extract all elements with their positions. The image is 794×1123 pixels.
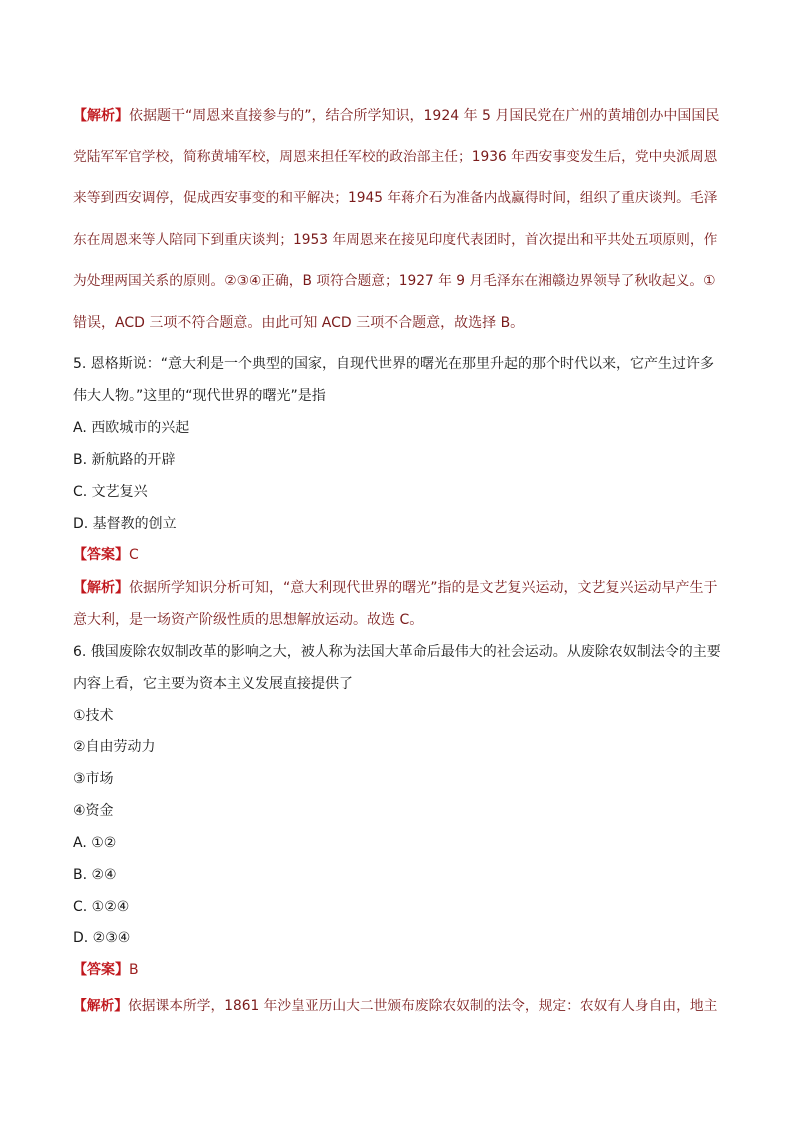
q4-analysis-line: 来等到西安调停，促成西安事变的和平解决；1945 年蒋介石为准备内战赢得时间，组织了重庆谈判。毛泽 (73, 190, 718, 206)
q4-analysis-line: 【解析】依据题干“周恩来直接参与的”，结合所学知识，1924 年 5 月国民党在广州的黄埔创办中国国民 (73, 108, 720, 124)
analysis-label: 【解析】 (73, 108, 129, 124)
q4-analysis-line: 为处理两国关系的原则。②③④正确，B 项符合题意；1927 年 9 月毛泽东在湘赣边界领导了秋收起义。① (73, 273, 716, 289)
q4-analysis-line: 错误，ACD 三项不符合题意。由此可知 ACD 三项不合题意，故选择 B。 (73, 315, 525, 331)
q4-analysis-line: 党陆军军官学校，简称黄埔军校，周恩来担任军校的政治部主任；1936 年西安事变发生后，党中央派周恩 (73, 149, 718, 165)
q6-stem-line: 6. 俄国废除农奴制改革的影响之大，被人称为法国大革命后最伟大的社会运动。从废除农奴制法令的主要 (73, 644, 721, 660)
q5-analysis-line: 意大利，是一场资产阶级性质的思想解放运动。故选 C。 (73, 612, 424, 628)
q5-option-a: A. 西欧城市的兴起 (73, 420, 190, 436)
answer-label: 【答案】 (73, 547, 129, 563)
analysis-label: 【解析】 (73, 580, 129, 596)
q6-answer: 【答案】B (73, 962, 139, 978)
q6-option-a: A. ①② (73, 835, 117, 851)
q6-option-d: D. ②③④ (73, 930, 131, 946)
q6-analysis-line: 【解析】依据课本所学，1861 年沙皇亚历山大二世颁布废除农奴制的法令，规定：农奴有人身自由，地主 (73, 998, 718, 1014)
q6-option-b: B. ②④ (73, 867, 117, 883)
analysis-label: 【解析】 (73, 998, 129, 1014)
q5-answer: 【答案】C (73, 547, 139, 563)
q5-option-d: D. 基督教的创立 (73, 516, 177, 532)
q5-option-c: C. 文艺复兴 (73, 484, 148, 500)
answer-label: 【答案】 (73, 962, 129, 978)
q5-option-b: B. 新航路的开辟 (73, 452, 176, 468)
q5-analysis-line: 【解析】依据所学知识分析可知，“意大利现代世界的曙光”指的是文艺复兴运动，文艺复兴运动早产生于 (73, 580, 718, 596)
q4-analysis-line: 东在周恩来等人陪同下到重庆谈判；1953 年周恩来在接见印度代表团时，首次提出和平共处五项原则，作 (73, 232, 718, 248)
q6-item: ①技术 (73, 708, 114, 724)
q5-stem-line: 5. 恩格斯说：“意大利是一个典型的国家，自现代世界的曙光在那里升起的那个时代以来，它产生过许多 (73, 356, 715, 372)
q6-option-c: C. ①②④ (73, 899, 130, 915)
q6-item: ②自由劳动力 (73, 739, 156, 755)
q6-item: ③市场 (73, 771, 114, 787)
q6-item: ④资金 (73, 803, 114, 819)
q5-stem-line: 伟大人物。”这里的“现代世界的曙光”是指 (73, 388, 326, 404)
q6-stem-line: 内容上看，它主要为资本主义发展直接提供了 (73, 676, 353, 692)
